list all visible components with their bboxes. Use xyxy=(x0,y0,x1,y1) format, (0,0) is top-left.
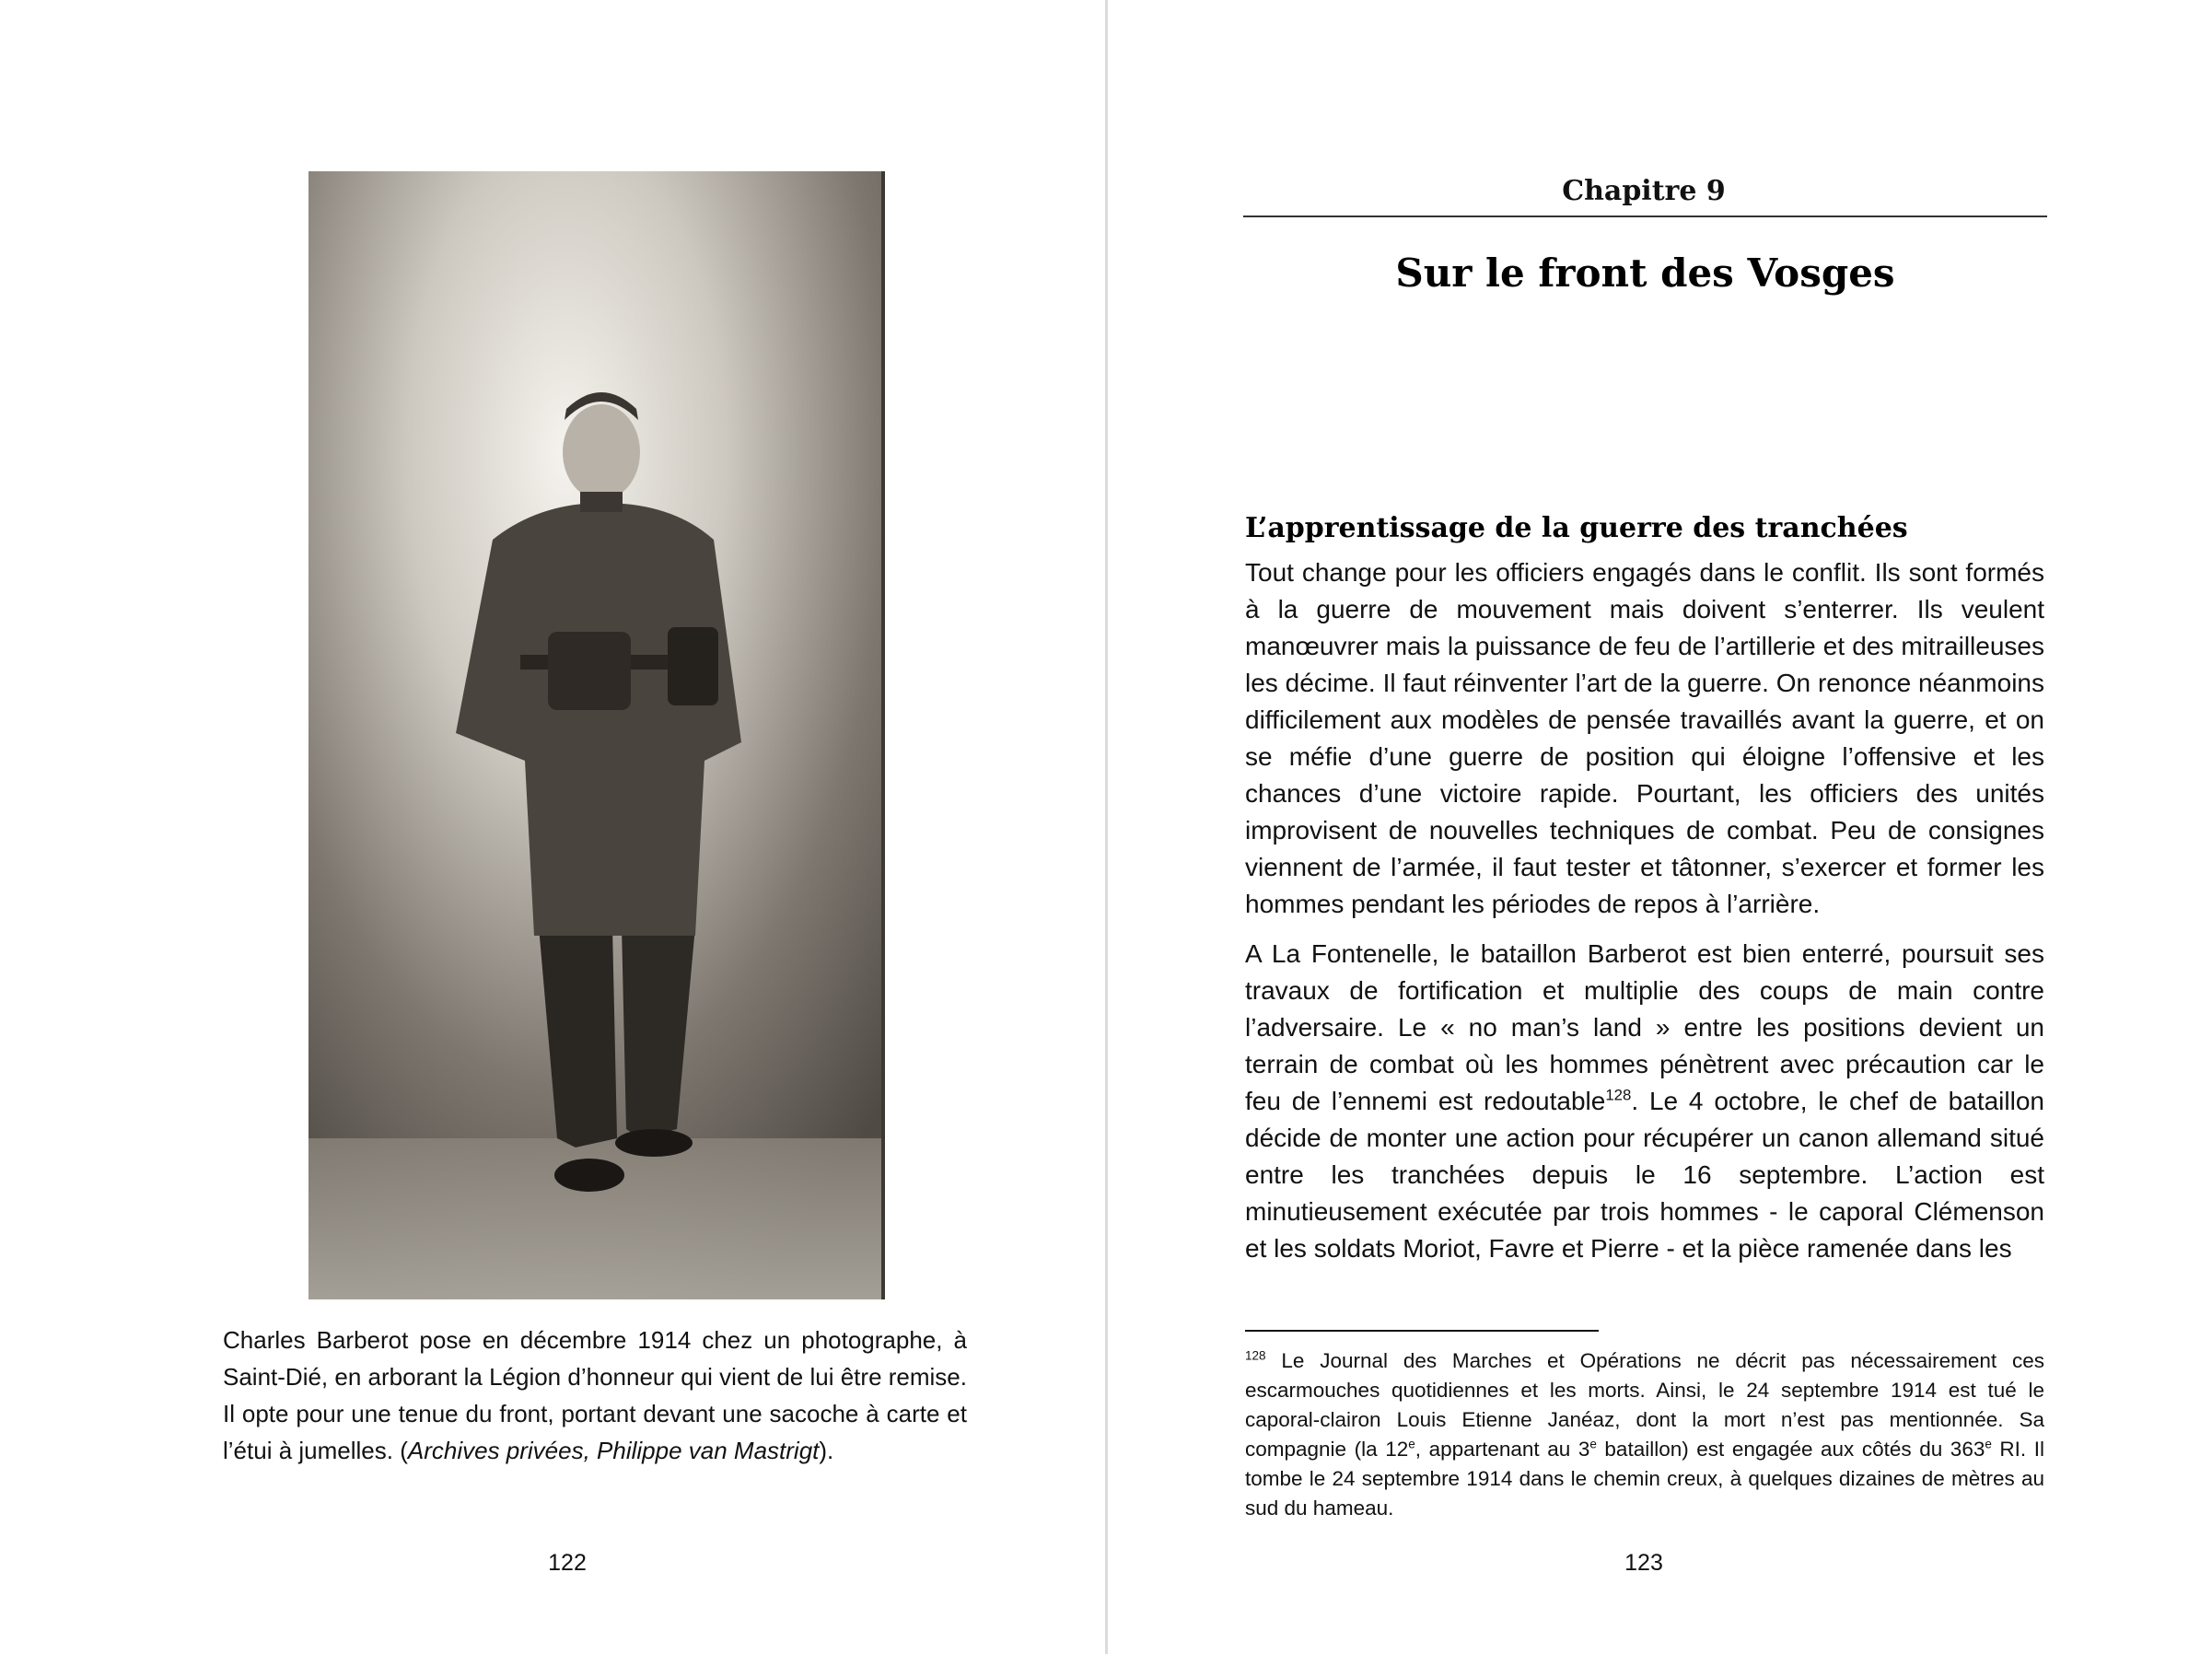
footnote xyxy=(1245,1346,2044,1523)
footnote-number: 128 xyxy=(1245,1348,1266,1363)
caption-credit: Archives privées, Philippe van Mastrigt xyxy=(407,1437,820,1464)
section-heading: L’apprentissage de la guerre des tranchées xyxy=(1245,512,1908,544)
portrait-illustration xyxy=(309,171,881,1299)
footnote-sup-1: e xyxy=(1408,1437,1415,1451)
paragraph-2-before-note: A La Fontenelle, le bataillon Barberot est bien enterré, poursuit ses travaux de fortification et multiplie des coups de main contre l’adversaire. Le « no man’s land » entre les positions devient un terrain de combat où les hommes pénètrent avec précaution car le feu de l’ennemi est redoutable xyxy=(1245,939,2044,1115)
caption-closing: ). xyxy=(819,1437,834,1464)
caption-text: Charles Barberot pose en décembre 1914 chez un photographe, à Saint-Dié, en arborant la Légion d’honneur qui vient de lui être remise. Il opte pour une tenue du front, portant devant une sacoche à carte et l’étui à jumelles. ( xyxy=(223,1326,967,1464)
paragraph-2-after-note: . Le 4 octobre, le chef de bataillon décide de monter une action pour récupérer un canon allemand situé entre les tranchées depuis le 16 septembre. L’action est minutieusement exécutée par trois hommes - le caporal Clémenson et les soldats Moriot, Favre et Pierre - et la pièce ramenée dans les xyxy=(1245,1087,2044,1263)
chapter-label: Chapitre 9 xyxy=(1562,175,1726,207)
footnote-sup-2: e xyxy=(1589,1437,1597,1451)
page-number-left: 122 xyxy=(548,1550,587,1576)
paragraph-2 xyxy=(1245,936,2044,1267)
footnote-text-4: RI. Il tombe le 24 septembre 1914 dans le chemin creux, à quelques dizaines de mètres au sud du hameau. xyxy=(1245,1438,2044,1520)
footnote-sup-3: e xyxy=(1985,1437,1992,1451)
page-number-right: 123 xyxy=(1624,1550,1663,1576)
footnote-text-1: Le Journal des Marches et Opérations ne décrit pas nécessairement ces escarmouches quotidiennes et les morts. Ainsi, le 24 septembre 1914 est tué le caporal-clairon Louis Etienne Janéaz, dont la mort n’est pas mentionnée. Sa compagnie (la 12 xyxy=(1245,1349,2044,1461)
officer-portrait-photo xyxy=(309,171,885,1299)
footnote-text-2: , appartenant au 3 xyxy=(1415,1438,1590,1461)
body-text xyxy=(1245,554,2044,1280)
chapter-divider xyxy=(1243,215,2047,217)
photo-caption xyxy=(223,1322,967,1469)
footnote-reference[interactable]: 128 xyxy=(1605,1086,1632,1104)
footnote-separator xyxy=(1245,1330,1599,1332)
footnote-text-3: bataillon) est engagée aux côtés du 363 xyxy=(1596,1438,1985,1461)
chapter-title: Sur le front des Vosges xyxy=(1395,250,1895,296)
paragraph-1: Tout change pour les officiers engagés dans le conflit. Ils sont formés à la guerre de mouvement mais doivent s’enterrer. Ils veulent manœuvrer mais la puissance de feu de l’artillerie et des mitrailleuses les décime. Il faut réinventer l’art de la guerre. On renonce néanmoins difficilement aux modèles de pensée travaillés avant la guerre, et on se méfie d’une guerre de position qui éloigne l’offensive et les chances d’une victoire rapide. Pourtant, les officiers des unités improvisent de nouvelles techniques de combat. Peu de consignes viennent de l’armée, il faut tester et tâtonner, s’exercer et former les hommes pendant les périodes de repos à l’arrière. xyxy=(1245,558,2044,918)
